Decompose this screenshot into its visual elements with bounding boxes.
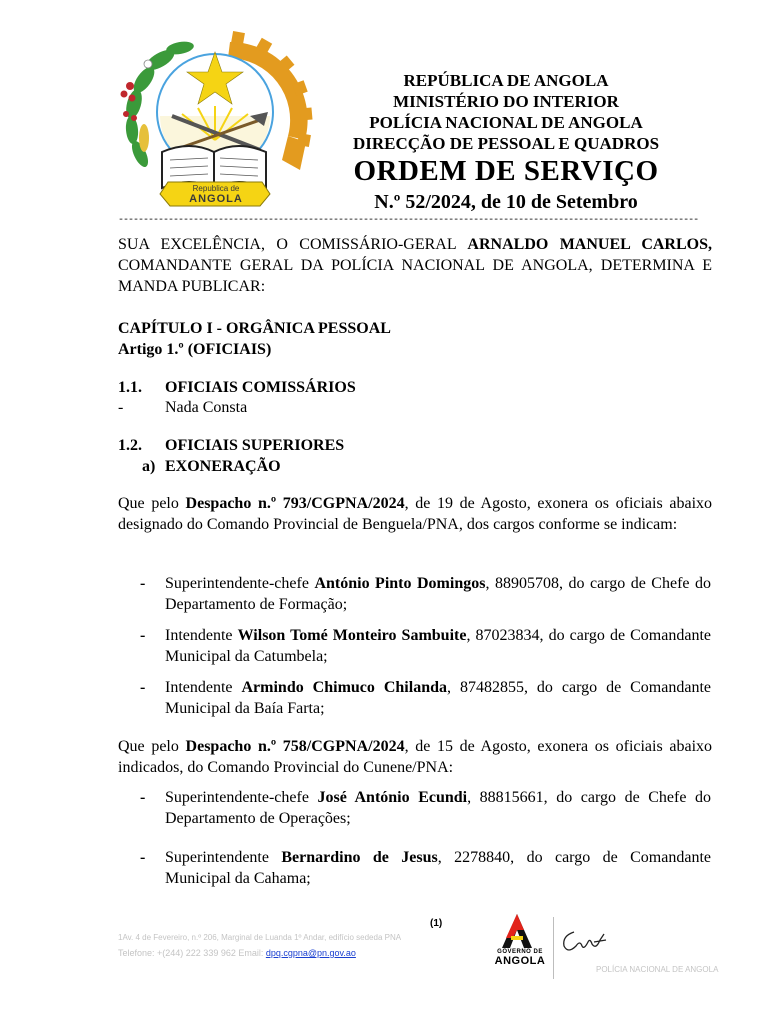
section-1-1-title: OFICIAIS COMISSÁRIOS bbox=[165, 379, 356, 396]
item-rank: Intendente bbox=[165, 627, 238, 644]
gov-logo-text-bottom: ANGOLA bbox=[494, 955, 546, 967]
subsection-letter: a) bbox=[142, 458, 156, 475]
despacho-1-ref: Despacho n.º 793/CGPNA/2024 bbox=[185, 495, 405, 512]
header-directorate: DIRECÇÃO DE PESSOAL E QUADROS bbox=[352, 134, 660, 153]
section-1-2-title: OFICIAIS SUPERIORES bbox=[165, 437, 345, 454]
bullet-dash: - bbox=[140, 789, 146, 806]
item-rank: Superintendente-chefe bbox=[165, 575, 315, 592]
footer-phone: Telefone: +(244) 222 339 962 Email: bbox=[118, 948, 266, 958]
item-details: , 2278840, do cargo de Comandante Municipal da Cahama; bbox=[165, 849, 711, 887]
section-1-1-dash: - bbox=[118, 399, 124, 416]
emblem-caption-top: Republica de bbox=[192, 184, 240, 193]
bullet-dash: - bbox=[140, 679, 146, 696]
list-item bbox=[165, 847, 711, 889]
header-ministry: MINISTÉRIO DO INTERIOR bbox=[393, 92, 619, 111]
subsection-title: EXONERAÇÃO bbox=[165, 458, 281, 475]
intro-text-2: COMANDANTE GERAL DA POLÍCIA NACIONAL DE ANGOLA, DETERMINA E MANDA PUBLICAR: bbox=[118, 257, 712, 295]
item-rank: Superintendente-chefe bbox=[165, 789, 318, 806]
list-item bbox=[165, 625, 711, 667]
item-details: , 87023834, do cargo de Comandante Municipal da Catumbela; bbox=[165, 627, 711, 665]
document-number: N.º 52/2024, de 10 de Setembro bbox=[374, 191, 638, 213]
item-name: Wilson Tomé Monteiro Sambuite bbox=[237, 627, 467, 644]
list-item bbox=[165, 677, 711, 719]
despacho-1-pre: Que pelo bbox=[118, 495, 186, 512]
article-title: Artigo 1.º (OFICIAIS) bbox=[118, 341, 272, 358]
document-title: ORDEM DE SERVIÇO bbox=[353, 155, 659, 187]
emblem-caption-bottom: ANGOLA bbox=[189, 193, 243, 205]
gov-logo-text-top: GOVERNO DE bbox=[497, 949, 543, 955]
header-police: POLÍCIA NACIONAL DE ANGOLA bbox=[369, 113, 643, 132]
intro-text-1: SUA EXCELÊNCIA, O COMISSÁRIO-GERAL bbox=[118, 236, 468, 253]
dashed-divider: -------------------------------------------------------------------------------------------------------------------- bbox=[118, 216, 699, 226]
header-republic: REPÚBLICA DE ANGOLA bbox=[403, 71, 609, 90]
intro-paragraph bbox=[118, 234, 712, 297]
bullet-dash: - bbox=[140, 849, 146, 866]
list-item bbox=[165, 787, 711, 829]
handwritten-signature-icon bbox=[560, 926, 610, 956]
item-details: , 88905708, do cargo de Chefe do Departamento de Formação; bbox=[165, 575, 712, 613]
despacho-2-pre: Que pelo bbox=[118, 738, 186, 755]
despacho-2-ref: Despacho n.º 758/CGPNA/2024 bbox=[185, 738, 405, 755]
despacho-1-post: , de 19 de Agosto, exonera os oficiais abaixo designado do Comando Provincial de Benguela/PNA, dos cargos conforme se indicam: bbox=[118, 495, 713, 533]
governo-de-angola-logo-icon bbox=[502, 914, 532, 948]
section-1-1-number: 1.1. bbox=[118, 379, 142, 396]
commander-name: ARNALDO MANUEL CARLOS, bbox=[467, 236, 712, 253]
despacho-2-paragraph bbox=[118, 736, 712, 778]
footer-address: 1Av. 4 de Fevereiro, n.º 206, Marginal de Luanda 1º Andar, edifício sededa PNA bbox=[118, 933, 402, 942]
item-name: Bernardino de Jesus bbox=[281, 849, 438, 866]
item-name: José António Ecundi bbox=[317, 789, 468, 806]
item-details: , 87482855, do cargo de Comandante Municipal da Baía Farta; bbox=[165, 679, 711, 717]
item-details: , 88815661, do cargo de Chefe do Departamento de Operações; bbox=[165, 789, 712, 827]
list-item bbox=[165, 573, 711, 615]
item-rank: Superintendente bbox=[165, 849, 282, 866]
footer-divider bbox=[553, 917, 554, 979]
chapter-title: CAPÍTULO I - ORGÂNICA PESSOAL bbox=[118, 320, 391, 337]
item-name: António Pinto Domingos bbox=[314, 575, 486, 592]
section-1-1-text: Nada Consta bbox=[165, 399, 248, 416]
bullet-dash: - bbox=[140, 627, 146, 644]
section-1-2-number: 1.2. bbox=[118, 437, 142, 454]
footer-email-link[interactable]: dpq.cgpna@pn.gov.ao bbox=[265, 948, 356, 958]
despacho-2-post: , de 15 de Agosto, exonera os oficiais abaixo indicados, do Comando Provincial do Cunene/PNA: bbox=[118, 738, 713, 776]
despacho-1-paragraph bbox=[118, 493, 712, 535]
item-name: Armindo Chimuco Chilanda bbox=[241, 679, 447, 696]
item-rank: Intendente bbox=[165, 679, 242, 696]
page-number: (1) bbox=[430, 918, 443, 929]
footer-police-label: POLÍCIA NACIONAL DE ANGOLA bbox=[596, 965, 719, 974]
footer-contact bbox=[118, 948, 356, 958]
bullet-dash: - bbox=[140, 575, 146, 592]
